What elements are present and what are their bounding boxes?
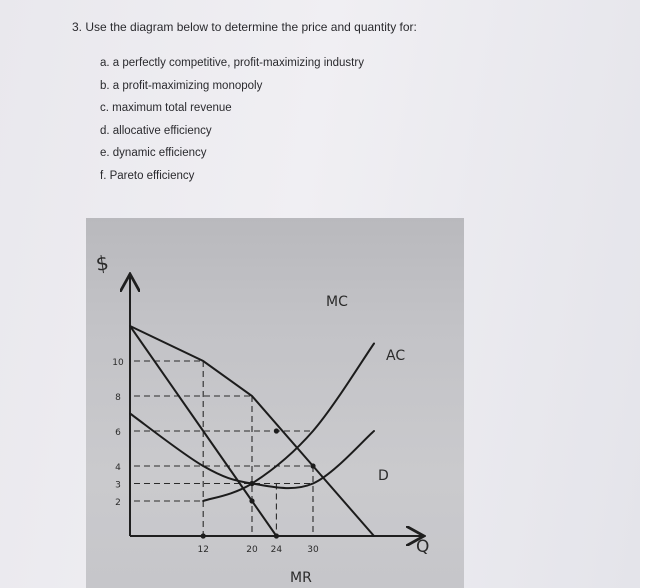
part-e: e. dynamic efficiency (100, 147, 207, 160)
ac-label: AC (386, 348, 406, 364)
economics-diagram (86, 218, 464, 588)
question-block (72, 20, 612, 192)
mr-label: MR (290, 570, 312, 586)
question-parts (100, 56, 612, 184)
dollar-axis-label: $ (94, 250, 111, 277)
mc-label: MC (326, 294, 348, 310)
x-tick-20: 20 (246, 545, 258, 555)
y-tick-4: 4 (115, 463, 121, 473)
part-a: a. a perfectly competitive, profit-maximizing industry (100, 57, 364, 69)
q-axis-label: Q (416, 537, 430, 557)
part-c: c. maximum total revenue (100, 102, 232, 115)
guide-lines (134, 361, 313, 534)
diagram-photo (86, 218, 464, 588)
part-f: f. Pareto efficiency (100, 169, 195, 182)
y-tick-6: 6 (115, 428, 121, 438)
point-0 (249, 498, 254, 503)
demand-label: D (378, 468, 389, 484)
y-tick-10: 10 (112, 358, 124, 368)
point-2 (274, 428, 279, 433)
x-tick-24: 24 (270, 545, 283, 555)
y-tick-3: 3 (115, 480, 121, 491)
x-tick-12: 12 (197, 545, 209, 555)
part-b: b. a profit-maximizing monopoly (100, 79, 263, 92)
point-1 (249, 481, 254, 486)
y-tick-8: 8 (115, 393, 121, 403)
point-5 (274, 533, 279, 538)
x-tick-30: 30 (307, 545, 319, 555)
point-3 (310, 463, 315, 468)
background-strip (640, 0, 672, 588)
part-d: d. allocative efficiency (100, 124, 212, 137)
point-4 (201, 533, 206, 538)
question-prompt: 3. Use the diagram below to determine the price and quantity for: (72, 20, 417, 34)
y-tick-2: 2 (115, 498, 121, 508)
